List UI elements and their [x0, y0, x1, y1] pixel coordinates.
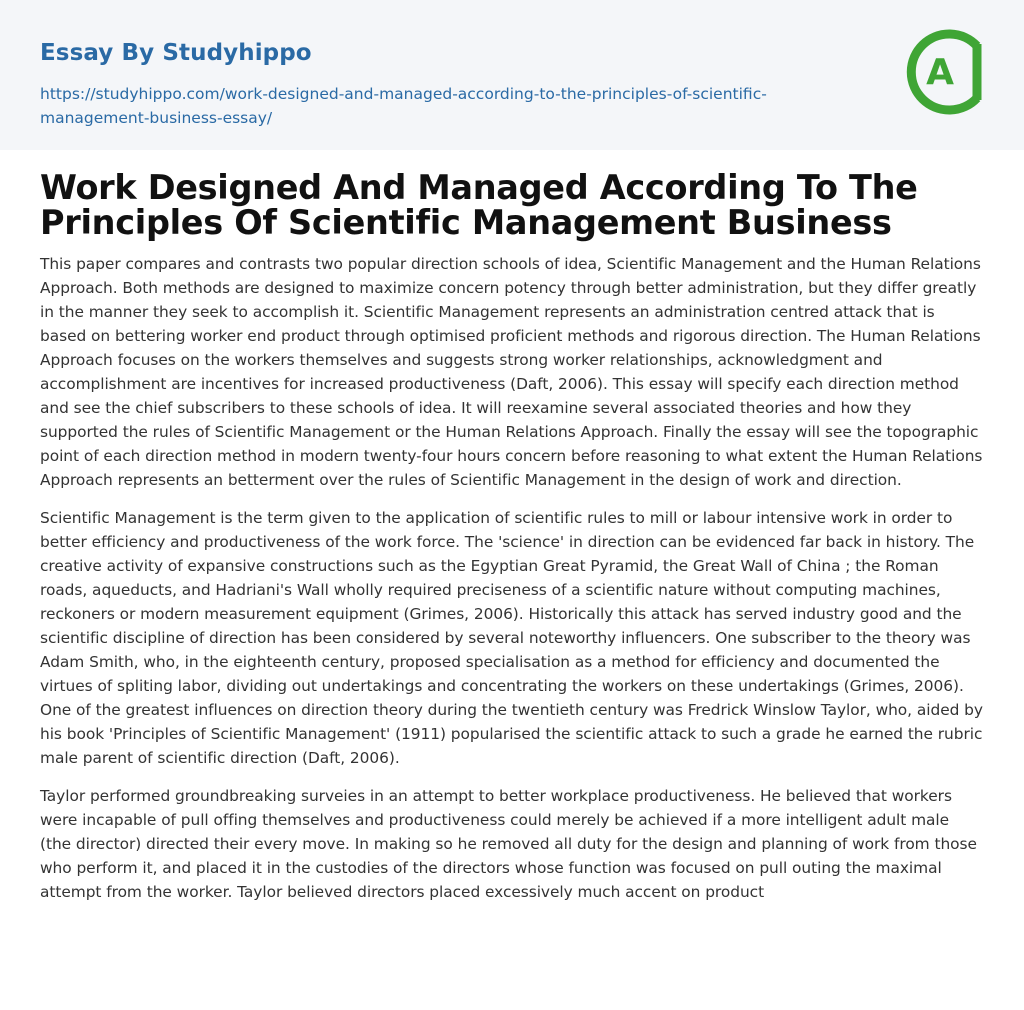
article-paragraph-3: Taylor performed groundbreaking surveies in an attempt to better workplace productiveness. He believed that workers were incapable of pull offing themselves and productiveness could merely be achieved if a more intelligent adult male (the director) directed their every move. In making so he removed all duty for the design and planning of work from those who perform it, and placed it in the custodies of the directors whose function was focused on pull outing the maximal attempt from the worker. Taylor believed directors placed excessively much accent on product	[40, 787, 977, 901]
studyhippo-logo-icon[interactable]	[904, 28, 988, 116]
logo-letter: A	[926, 52, 954, 93]
brand-title[interactable]: Essay By Studyhippo	[40, 40, 312, 66]
article-paragraph-2: Scientific Management is the term given to the application of scientific rules to mill or labour intensive work in order to better efficiency and productiveness of the work force. The 'science' in direction can be evidenced far back in history. The creative activity of expansive constructions such as the Egyptian Great Pyramid, the Great Wall of China ; the Roman roads, aqueducts, and Hadriani's Wall wholly required preciseness of a scientific nature without computing machines, reckoners or modern measurement equipment (Grimes, 2006). Historically this attack has served industry good and the scientific discipline of direction has been considered by several noteworthy influencers. One subscriber to the theory was Adam Smith, who, in the eighteenth century, proposed specialisation as a method for efficiency and documented the virtues of spliting labor, dividing out undertakings and concentrating the workers on these undertakings (Grimes, 2006). One of the greatest influences on direction theory during the twentieth century was Fredrick Winslow Taylor, who, aided by his book 'Principles of Scientific Management' (1911) popularised the scientific attack to such a grade he earned the rubric male parent of scientific direction (Daft, 2006).	[40, 509, 983, 767]
article-paragraph-1: This paper compares and contrasts two popular direction schools of idea, Scientific Management and the Human Relations Approach. Both methods are designed to maximize concern potency through better administration, but they differ greatly in the manner they seek to accomplish it. Scientific Management represents an administration centred attack that is based on bettering worker end product through optimised proficient methods and rigorous direction. The Human Relations Approach focuses on the workers themselves and suggests strong worker relationships, acknowledgment and accomplishment are incentives for increased productiveness (Daft, 2006). This essay will specify each direction method and see the chief subscribers to these schools of idea. It will reexamine several associated theories and how they supported the rules of Scientific Management or the Human Relations Approach. Finally the essay will see the topographic point of each direction method in modern twenty-four hours concern before reasoning to what extent the Human Relations Approach represents an betterment over the rules of Scientific Management in the design of work and direction.	[40, 255, 983, 489]
article	[40, 170, 984, 904]
article-title: Work Designed And Managed According To The Principles Of Scientific Management Business	[40, 168, 918, 242]
site-header	[0, 0, 1024, 150]
source-url[interactable]: https://studyhippo.com/work-designed-and-managed-according-to-the-principles-of-scientific-management-business-essay/	[40, 85, 767, 127]
